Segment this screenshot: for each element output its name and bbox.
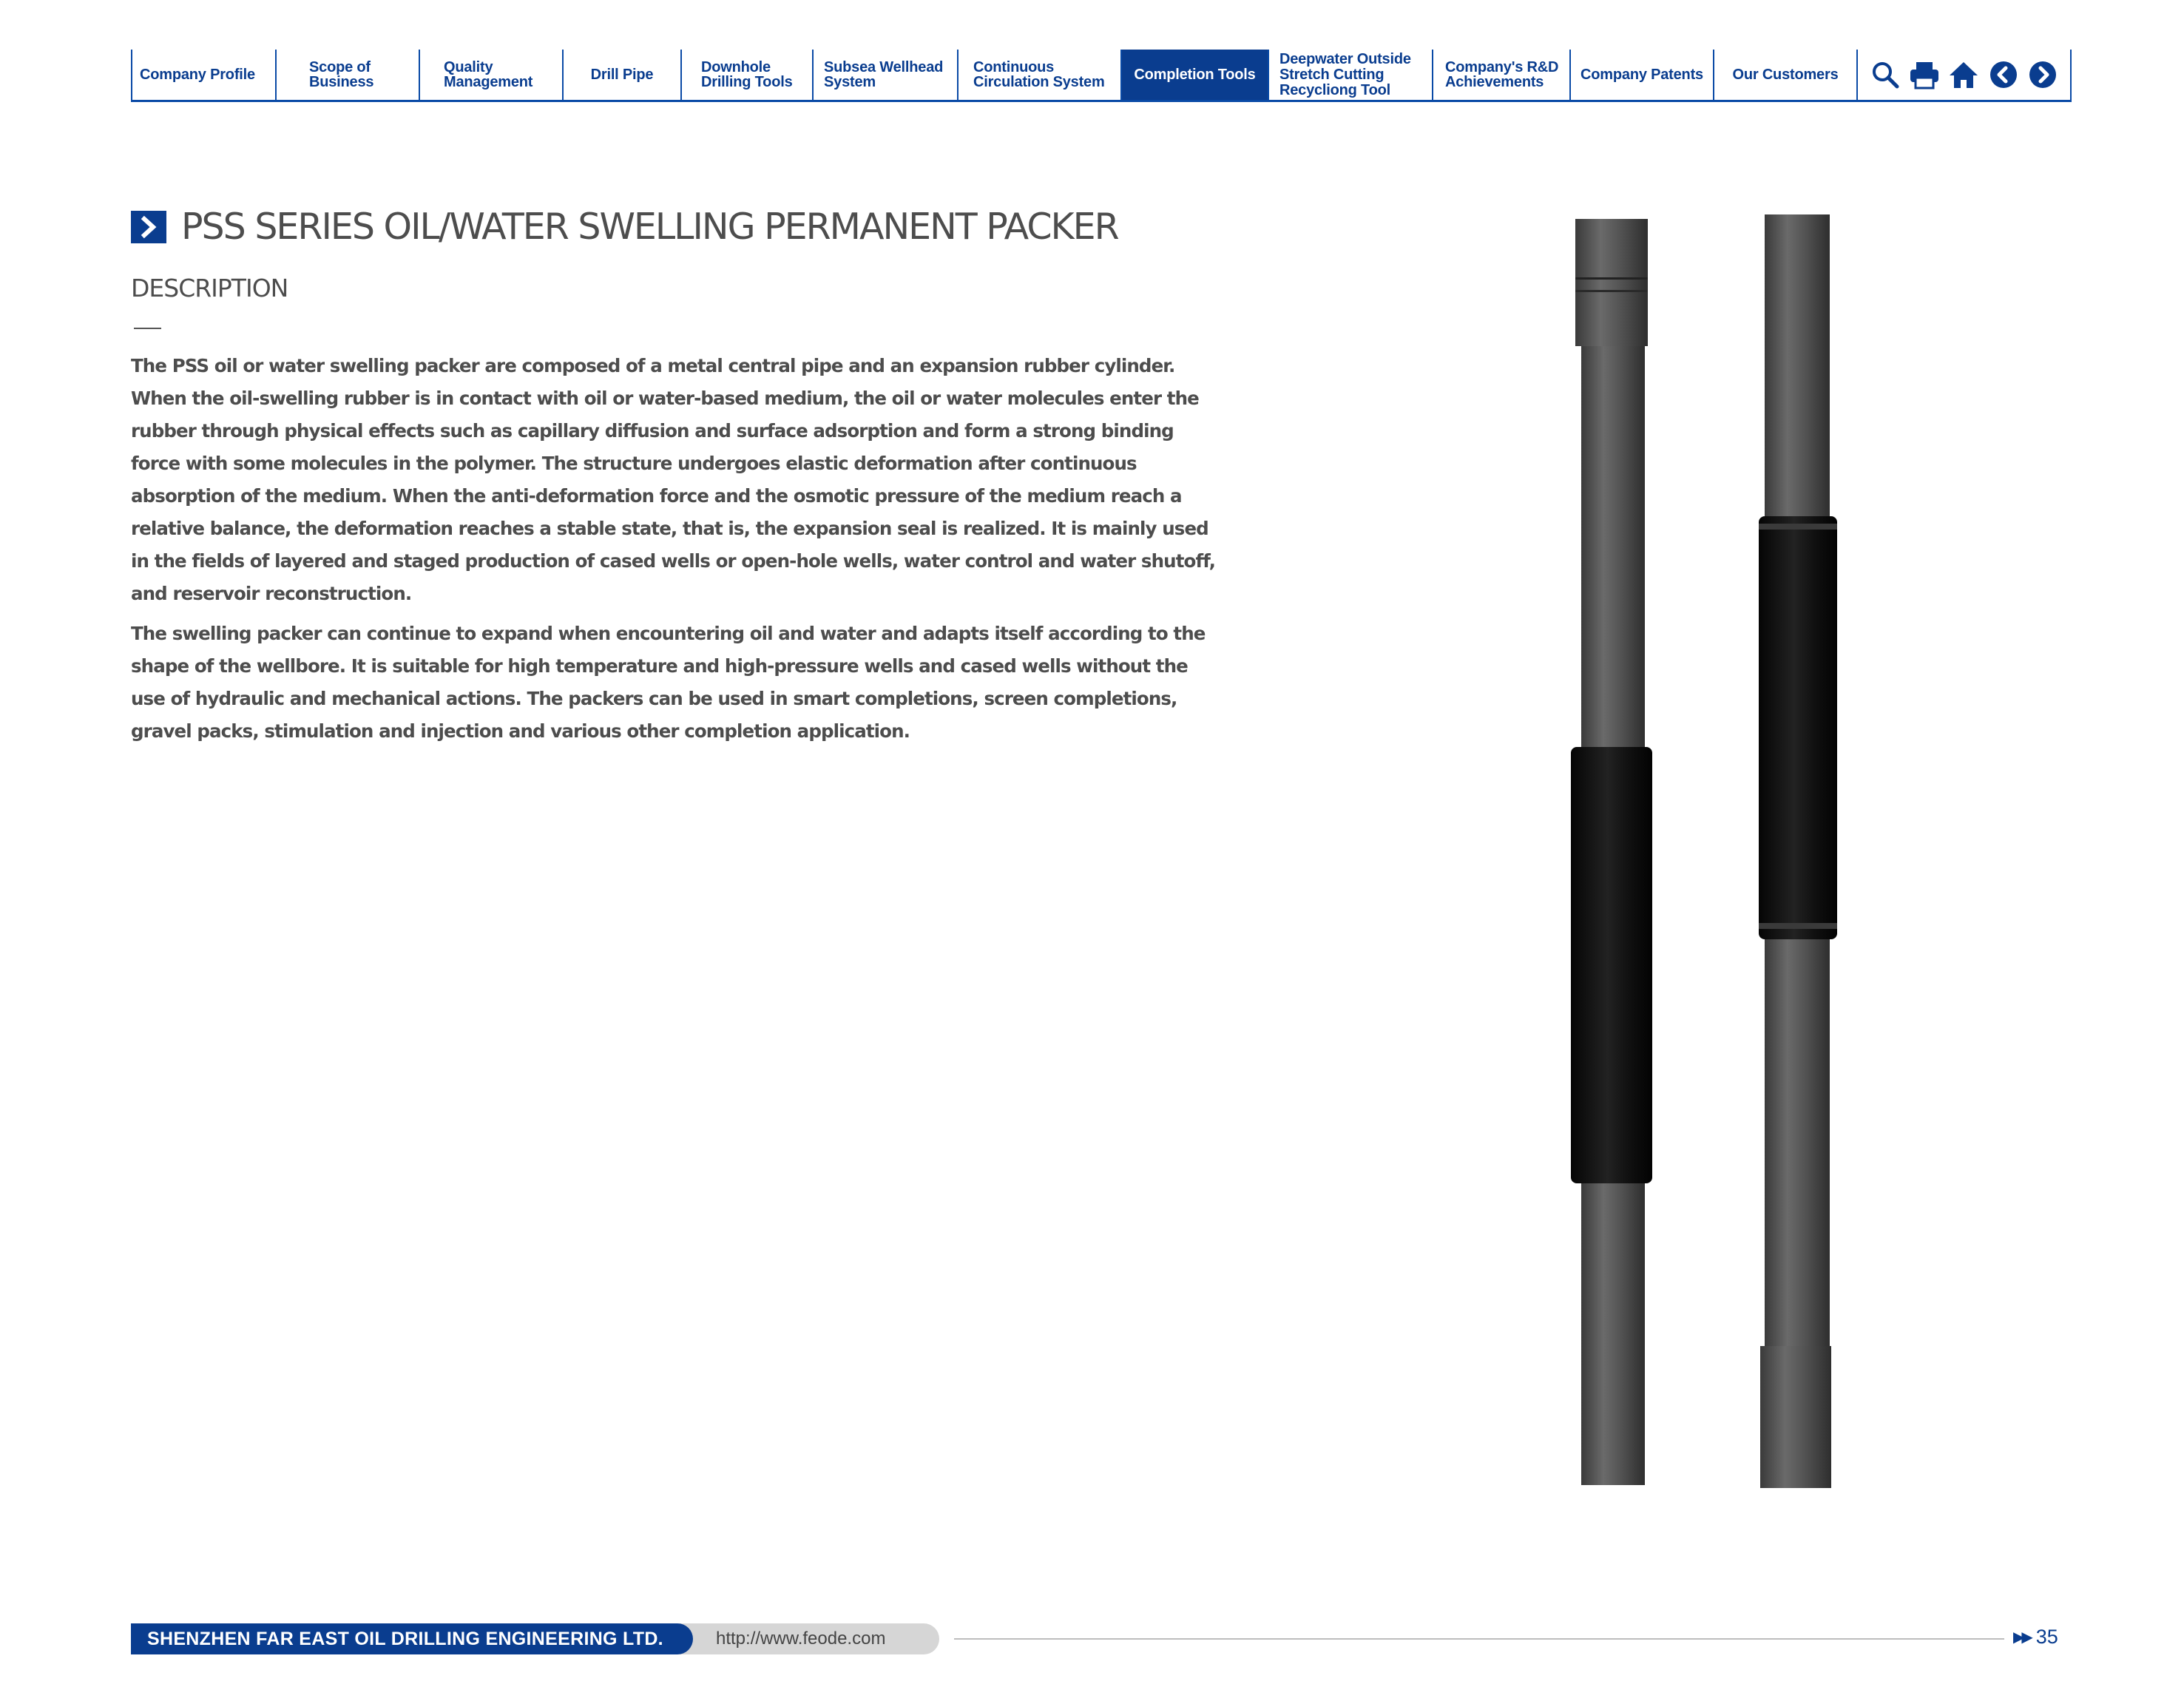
nav-item-our-customers[interactable] — [1713, 50, 1856, 100]
search-icon[interactable] — [1870, 59, 1901, 90]
nav-item-completion-tools[interactable] — [1120, 50, 1268, 100]
product-images — [1553, 207, 1864, 1512]
nav-item-scope-of-business[interactable] — [275, 50, 419, 100]
packer-right — [1759, 214, 1837, 1488]
footer-divider — [954, 1638, 2004, 1640]
chevron-right-icon — [131, 211, 166, 243]
nav-item-label: Completion Tools — [1134, 67, 1256, 83]
nav-item-company-profile[interactable] — [131, 50, 275, 100]
nav-item-label: Deepwater Outside Stretch Cutting Recycliong Tool — [1279, 50, 1411, 98]
nav-item-label: Quality Management — [444, 59, 533, 90]
footer-website-link[interactable]: http://www.feode.com — [666, 1623, 939, 1654]
page-number — [2013, 1626, 2058, 1649]
packer-left — [1571, 219, 1652, 1485]
nav-item-label: Subsea Wellhead System — [824, 59, 944, 90]
nav-item-label: Drill Pipe — [590, 67, 654, 83]
top-navigation — [131, 50, 2072, 102]
nav-item-subsea-wellhead-system[interactable] — [812, 50, 957, 100]
nav-item-rd-achievements[interactable] — [1432, 50, 1569, 100]
nav-item-label: Company Patents — [1580, 67, 1703, 83]
nav-item-label: Our Customers — [1732, 67, 1839, 83]
nav-item-deepwater-cutting-tool[interactable] — [1268, 50, 1432, 100]
double-arrow-icon: ▶▶ — [2013, 1629, 2030, 1646]
footer-company-name: SHENZHEN FAR EAST OIL DRILLING ENGINEERING LTD. — [131, 1623, 693, 1654]
description-paragraph-1: The PSS oil or water swelling packer are composed of a metal central pipe and an expansion rubber cylinder. When the oil-swelling rubber is in contact with oil or water-based medium, the oil or water molecules enter the rubber through physical effects such as capillary diffusion and surface adsorption and form a strong binding force with some molecules in the polymer. The structure undergoes elastic deformation after continuous absorption of the medium. When the anti-deformation force and the osmotic pressure of the medium reach a relative balance, the deformation reaches a stable state, that is, the expansion seal is realized. It is mainly used in the fields of layered and staged production of cased wells or open-hole wells, water control and water shutoff, and reservoir reconstruction. — [131, 355, 1216, 604]
nav-item-label: Company's R&D Achievements — [1445, 59, 1559, 90]
next-icon[interactable] — [2027, 59, 2058, 90]
page-title: PSS SERIES OIL/WATER SWELLING PERMANENT PACKER — [181, 206, 1118, 248]
nav-item-continuous-circulation-system[interactable] — [957, 50, 1120, 100]
title-row — [131, 206, 1118, 248]
section-heading: DESCRIPTION — [131, 274, 288, 302]
nav-item-label: Company Profile — [140, 67, 255, 83]
nav-item-downhole-drilling-tools[interactable] — [680, 50, 812, 100]
nav-icon-group — [1856, 50, 2072, 100]
previous-icon[interactable] — [1988, 59, 2019, 90]
page-number-value: 35 — [2035, 1626, 2058, 1648]
packer-illustration — [1553, 207, 1864, 1509]
nav-item-quality-management[interactable] — [419, 50, 562, 100]
description-paragraph-2: The swelling packer can continue to expand when encountering oil and water and adapts itself according to the shape of the wellbore. It is suitable for high temperature and high-pressure wells and cased wells without the use of hydraulic and mechanical actions. The packers can be used in smart completions, screen completions, gravel packs, stimulation and injection and various other completion application. — [131, 623, 1206, 742]
nav-item-label: Downhole Drilling Tools — [701, 59, 793, 90]
nav-item-label: Continuous Circulation System — [973, 59, 1105, 90]
nav-item-label: Scope of Business — [309, 59, 374, 90]
heading-divider — [134, 328, 161, 329]
nav-item-company-patents[interactable] — [1569, 50, 1713, 100]
print-icon[interactable] — [1909, 59, 1940, 90]
nav-item-drill-pipe[interactable] — [562, 50, 680, 100]
home-icon[interactable] — [1948, 59, 1979, 90]
